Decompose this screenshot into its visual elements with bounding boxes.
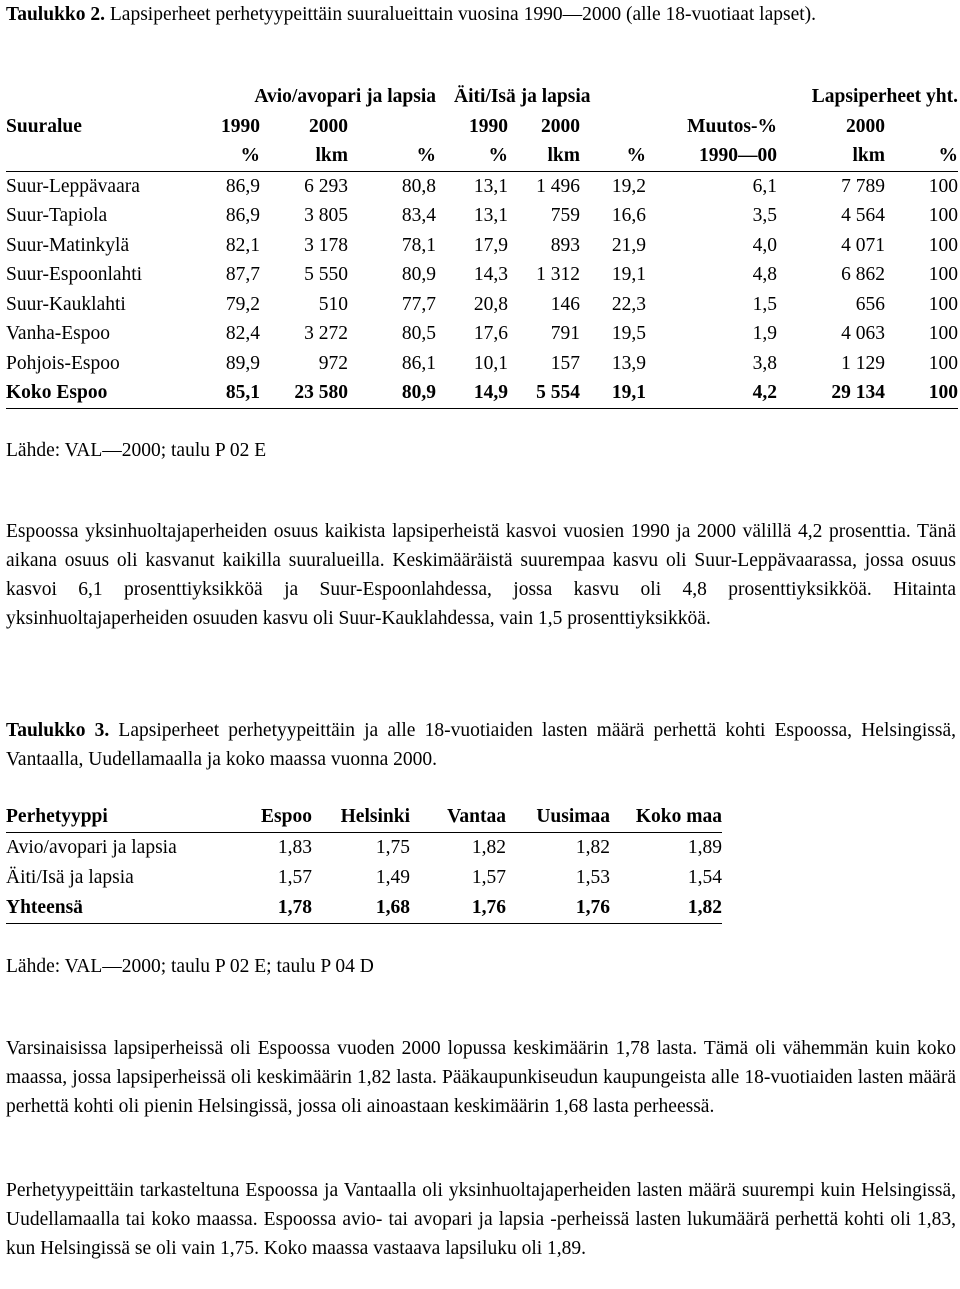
table2-cell-value: 10,1 bbox=[473, 352, 508, 374]
table2-cell-value: 86,1 bbox=[401, 352, 436, 374]
table2-cell-value: 791 bbox=[550, 323, 580, 344]
table2-cell-value: 157 bbox=[550, 352, 580, 374]
table2-cell-value: 3 178 bbox=[304, 234, 348, 256]
header-2000-single: 2000 bbox=[541, 115, 580, 137]
paragraph-2: Varsinaisissa lapsiperheissä oli Espoossa vuoden 2000 lopussa keskimäärin 1,78 lasta. Tämä oli vähemmän kuin koko maassa, jossa lapsiperheissä oli keskimäärin 1,82 lasta. Pääkaupunkiseudun kaupungeista alle 18-vuotiaiden lasten määrä perhettä kohti oli pienin Helsingissä, jossa oli ainoastaan keskimäärin 1,68 lasta perheessä. bbox=[6, 1038, 956, 1117]
table-row bbox=[6, 171, 958, 201]
table2-cell-value: 16,6 bbox=[611, 205, 646, 226]
table3-total-cell-value: 1,68 bbox=[312, 893, 410, 924]
table3-header-label: Perhetyyppi bbox=[6, 802, 228, 833]
group-header-single: Äiti/Isä ja lapsia bbox=[454, 86, 591, 107]
table2-cell-value: 6 862 bbox=[841, 264, 885, 285]
table-row bbox=[6, 863, 722, 893]
table2-cell-value: 14,3 bbox=[473, 264, 508, 285]
table2-cell-value: 146 bbox=[550, 293, 580, 315]
table3-total-cell-value: 1,76 bbox=[410, 893, 506, 924]
table2-cell-value: 3,5 bbox=[752, 205, 777, 226]
table3-caption bbox=[6, 716, 956, 774]
header-1990-couple: 1990 bbox=[221, 115, 260, 137]
paragraph-1: Espoossa yksinhuoltajaperheiden osuus kaikista lapsiperheistä kasvoi vuosien 1990 ja 2000 välillä 4,2 prosenttia. Tänä aikana osuus oli kasvanut kaikilla suuralueilla. Keskimääräistä suurempaa kasvu oli Suur-Leppävaarassa, jossa osuus kasvoi 6,1 prosenttiyksikköä ja Suur-Espoonlahdessa, jossa kasvu oli 4,8 prosenttiyksikköä. Hitainta yksinhuoltajaperheiden osuuden kasvu oli Suur-Kauklahdessa, vain 1,5 prosenttiyksikköä. bbox=[6, 521, 956, 629]
table3-cell-value: 1,49 bbox=[375, 867, 410, 888]
table2-cell-value: 6,1 bbox=[752, 175, 777, 197]
table2-cell-value: 82,4 bbox=[225, 323, 260, 344]
group-header-couple: Avio/avopari ja lapsia bbox=[254, 86, 436, 107]
table2-total-cell-value: 5 554 bbox=[508, 378, 580, 408]
table2-total-row bbox=[6, 378, 958, 408]
table3-cell-value: 1,54 bbox=[687, 867, 722, 888]
table2-total-cell-label: Koko Espoo bbox=[6, 378, 182, 408]
table3-cell-value: 1,57 bbox=[471, 867, 506, 888]
header-pct: % bbox=[885, 141, 958, 171]
table2-cell-value: 100 bbox=[928, 205, 958, 226]
table2-cell-value: 3 272 bbox=[304, 323, 348, 344]
table2-total-cell-value: 100 bbox=[885, 378, 958, 408]
header-area: Suuralue bbox=[6, 115, 82, 137]
table3 bbox=[6, 802, 722, 924]
table2-total-cell-value: 23 580 bbox=[260, 378, 348, 408]
table2-cell-value: 3,8 bbox=[752, 352, 777, 374]
table3-source: Lähde: VAL—2000; taulu P 02 E; taulu P 04 D bbox=[6, 956, 374, 977]
table2-cell-value: 77,7 bbox=[401, 293, 436, 315]
table2-cell-value: 86,9 bbox=[225, 205, 260, 226]
table2-cell-value: 1 129 bbox=[841, 352, 885, 374]
table3-caption-text: Lapsiperheet perhetyypeittäin ja alle 18-vuotiaiden lasten määrä perhettä kohti Espoossa, Helsingissä, Vantaalla, Uudellamaalla ja koko maassa vuonna 2000. bbox=[6, 720, 956, 770]
table3-cell-label: Avio/avopari ja lapsia bbox=[6, 837, 177, 858]
table3-header-value: Vantaa bbox=[410, 802, 506, 833]
table2-cell-value: 19,5 bbox=[611, 323, 646, 344]
table2-cell-value: 893 bbox=[550, 234, 580, 256]
table2-cell-label: Suur-Matinkylä bbox=[6, 234, 130, 256]
table2-cell-value: 80,9 bbox=[401, 264, 436, 285]
header-lkm: lkm bbox=[508, 141, 580, 171]
table2-cell-value: 17,9 bbox=[473, 234, 508, 256]
table2-total-cell-value: 85,1 bbox=[182, 378, 260, 408]
table-row bbox=[6, 201, 958, 231]
table2-cell-value: 4,8 bbox=[752, 264, 777, 285]
table2-cell-value: 100 bbox=[928, 175, 958, 197]
table2-cell-label: Suur-Tapiola bbox=[6, 205, 108, 226]
table3-header-value: Uusimaa bbox=[506, 802, 610, 833]
header-1990-single: 1990 bbox=[469, 115, 508, 137]
header-pct: % bbox=[580, 141, 646, 171]
table3-total-cell-label: Yhteensä bbox=[6, 893, 228, 924]
table2-cell-value: 100 bbox=[928, 352, 958, 374]
table3-cell-label: Äiti/Isä ja lapsia bbox=[6, 867, 134, 888]
table2-cell-value: 21,9 bbox=[611, 234, 646, 256]
table2-cell-value: 100 bbox=[928, 293, 958, 315]
table2-cell-value: 3 805 bbox=[304, 205, 348, 226]
table-row bbox=[6, 260, 958, 290]
table3-cell-value: 1,57 bbox=[277, 867, 312, 888]
table3-header-row bbox=[6, 802, 722, 833]
table2-cell-value: 86,9 bbox=[225, 175, 260, 197]
table3-body bbox=[6, 833, 722, 894]
table-row bbox=[6, 319, 958, 349]
table2-cell-value: 1,5 bbox=[752, 293, 777, 315]
table2-cell-label: Suur-Espoonlahti bbox=[6, 264, 143, 285]
table2-cell-label: Suur-Kauklahti bbox=[6, 293, 126, 315]
table2 bbox=[6, 82, 958, 409]
header-change: Muutos-% bbox=[687, 115, 777, 137]
table2-header-row-2 bbox=[6, 112, 958, 142]
table3-cell-value: 1,89 bbox=[687, 837, 722, 858]
table2-cell-value: 4 063 bbox=[841, 323, 885, 344]
table2-cell-label: Vanha-Espoo bbox=[6, 323, 110, 344]
table2-cell-label: Suur-Leppävaara bbox=[6, 175, 140, 197]
table-row bbox=[6, 833, 722, 864]
table2-total-cell-value: 14,9 bbox=[436, 378, 508, 408]
header-pct: % bbox=[348, 141, 436, 171]
table2-cell-value: 19,1 bbox=[611, 264, 646, 285]
table2-cell-value: 1 312 bbox=[536, 264, 580, 285]
table2-caption-label: Taulukko 2. bbox=[6, 4, 106, 25]
table3-caption-label: Taulukko 3. bbox=[6, 720, 110, 741]
table2-cell-value: 100 bbox=[928, 234, 958, 256]
table2-cell-value: 1 496 bbox=[536, 175, 580, 197]
header-pct: % bbox=[436, 141, 508, 171]
paragraph-3: Perhetyypeittäin tarkasteltuna Espoossa ja Vantaalla oli yksinhuoltajaperheiden lasten määrä suurempi kuin Helsingissä, Uudellamaalla tai koko maassa. Espoossa avio- tai avopari ja lapsia -perheissä lasten lukumäärä perhettä kohti oli 1,83, kun Helsingissä se oli vain 1,75. Koko maassa vastaava lapsiluku oli 1,89. bbox=[6, 1180, 956, 1259]
table-row bbox=[6, 290, 958, 320]
table2-cell-value: 759 bbox=[550, 205, 580, 226]
table3-header-value: Koko maa bbox=[610, 802, 722, 833]
table2-cell-value: 79,2 bbox=[225, 293, 260, 315]
table2-caption bbox=[6, 0, 956, 29]
table2-group-header-row bbox=[6, 82, 958, 112]
table2-cell-value: 4 071 bbox=[841, 234, 885, 256]
table3-total-cell-value: 1,82 bbox=[610, 893, 722, 924]
table2-header-row-3 bbox=[6, 141, 958, 171]
table2-cell-value: 80,8 bbox=[401, 175, 436, 197]
header-2000-couple: 2000 bbox=[309, 115, 348, 137]
table2-cell-label: Pohjois-Espoo bbox=[6, 352, 120, 374]
table2-cell-value: 13,1 bbox=[473, 175, 508, 197]
table3-cell-value: 1,75 bbox=[375, 837, 410, 858]
group-header-total: Lapsiperheet yht. bbox=[811, 86, 958, 107]
table2-cell-value: 17,6 bbox=[473, 323, 508, 344]
table3-cell-value: 1,82 bbox=[471, 837, 506, 858]
table3-total-row bbox=[6, 893, 722, 924]
table3-header-value: Espoo bbox=[228, 802, 312, 833]
table2-cell-value: 89,9 bbox=[225, 352, 260, 374]
header-lkm: lkm bbox=[260, 141, 348, 171]
table2-source: Lähde: VAL—2000; taulu P 02 E bbox=[6, 440, 267, 461]
table-row bbox=[6, 349, 958, 379]
table2-cell-value: 20,8 bbox=[473, 293, 508, 315]
table2-total-cell-value: 19,1 bbox=[580, 378, 646, 408]
table2-cell-value: 13,1 bbox=[473, 205, 508, 226]
table2-cell-value: 19,2 bbox=[611, 175, 646, 197]
table2-cell-value: 100 bbox=[928, 323, 958, 344]
table2-body bbox=[6, 171, 958, 378]
table2-cell-value: 22,3 bbox=[611, 293, 646, 315]
table2-cell-value: 13,9 bbox=[611, 352, 646, 374]
table2-cell-value: 1,9 bbox=[752, 323, 777, 344]
table2-cell-value: 6 293 bbox=[304, 175, 348, 197]
table2-cell-value: 972 bbox=[318, 352, 348, 374]
table3-cell-value: 1,53 bbox=[575, 867, 610, 888]
table2-cell-value: 78,1 bbox=[401, 234, 436, 256]
table2-total-cell-value: 80,9 bbox=[348, 378, 436, 408]
table2-cell-value: 100 bbox=[928, 264, 958, 285]
table3-total-cell-value: 1,78 bbox=[228, 893, 312, 924]
table2-cell-value: 4,0 bbox=[752, 234, 777, 256]
table2-total-cell-value: 29 134 bbox=[777, 378, 885, 408]
table-row bbox=[6, 231, 958, 261]
table2-cell-value: 83,4 bbox=[401, 205, 436, 226]
table2-cell-value: 82,1 bbox=[225, 234, 260, 256]
table3-cell-value: 1,83 bbox=[277, 837, 312, 858]
table3-cell-value: 1,82 bbox=[575, 837, 610, 858]
header-period: 1990—00 bbox=[646, 141, 777, 171]
table2-cell-value: 656 bbox=[855, 293, 885, 315]
table3-total-cell-value: 1,76 bbox=[506, 893, 610, 924]
table2-caption-text: Lapsiperheet perhetyypeittäin suuralueittain vuosina 1990—2000 (alle 18-vuotiaat lapset). bbox=[105, 4, 817, 25]
table2-total-cell-value: 4,2 bbox=[646, 378, 777, 408]
table2-cell-value: 4 564 bbox=[841, 205, 885, 226]
table2-cell-value: 510 bbox=[318, 293, 348, 315]
table3-header-value: Helsinki bbox=[312, 802, 410, 833]
header-pct: % bbox=[182, 141, 260, 171]
table2-cell-value: 7 789 bbox=[841, 175, 885, 197]
table2-cell-value: 80,5 bbox=[401, 323, 436, 344]
table2-cell-value: 5 550 bbox=[304, 264, 348, 285]
header-lkm: lkm bbox=[777, 141, 885, 171]
table2-cell-value: 87,7 bbox=[225, 264, 260, 285]
header-2000-total: 2000 bbox=[846, 115, 885, 137]
